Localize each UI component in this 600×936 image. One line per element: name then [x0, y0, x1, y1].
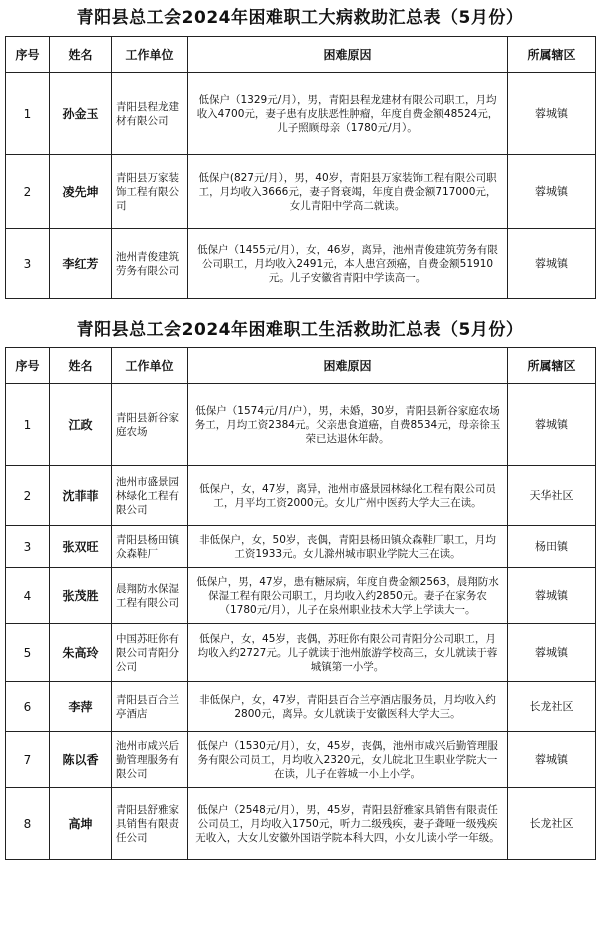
living-assistance-table	[5, 347, 596, 860]
row-district: 杨田镇	[508, 526, 596, 568]
row-reason: 低保户，女，45岁，丧偶，苏旺你有限公司青阳分公司职工，月均收入约2727元。儿子就读于池州旅游学校高三，女儿就读于蓉城镇第一小学。	[188, 624, 508, 682]
row-no: 2	[6, 155, 50, 229]
row-unit: 池州市咸兴后勤管理服务有限公司	[112, 732, 188, 788]
row-district: 天华社区	[508, 466, 596, 526]
table-row	[6, 229, 596, 299]
row-district: 长龙社区	[508, 682, 596, 732]
row-district: 蓉城镇	[508, 732, 596, 788]
row-no: 3	[6, 526, 50, 568]
row-name: 张双旺	[50, 526, 112, 568]
header-reason: 困难原因	[188, 348, 508, 384]
row-no: 8	[6, 788, 50, 860]
row-district: 蓉城镇	[508, 229, 596, 299]
table1-title: 青阳县总工会2024年困难职工大病救助汇总表（5月份）	[76, 8, 524, 28]
row-no: 1	[6, 384, 50, 466]
table-row	[6, 732, 596, 788]
table2-title: 青阳县总工会2024年困难职工生活救助汇总表（5月份）	[76, 320, 524, 340]
header-unit: 工作单位	[112, 37, 188, 73]
row-reason: 低保户（1574元/月/户），男，未婚，30岁，青阳县新谷家庭农场务工，月均工资2384元。父亲患食道癌，自费8534元，母亲徐玉荣已达退休年龄。	[188, 384, 508, 466]
row-unit: 青阳县杨田镇众森鞋厂	[112, 526, 188, 568]
row-name: 孙金玉	[50, 73, 112, 155]
row-name: 凌先坤	[50, 155, 112, 229]
header-no: 序号	[6, 37, 50, 73]
header-unit: 工作单位	[112, 348, 188, 384]
row-no: 1	[6, 73, 50, 155]
row-unit: 青阳县万家装饰工程有限公司	[112, 155, 188, 229]
row-district: 蓉城镇	[508, 384, 596, 466]
row-name: 沈菲菲	[50, 466, 112, 526]
row-district: 蓉城镇	[508, 73, 596, 155]
critical-illness-table	[5, 36, 596, 299]
row-reason: 低保户(827元/月），男，40岁，青阳县万家装饰工程有限公司职工，月均收入3666元，妻子肾衰竭，年度自费金额717000元，女儿青阳中学高二就读。	[188, 155, 508, 229]
table-row	[6, 526, 596, 568]
header-name: 姓名	[50, 348, 112, 384]
row-name: 张茂胜	[50, 568, 112, 624]
row-name: 陈以香	[50, 732, 112, 788]
table-row	[6, 73, 596, 155]
row-reason: 低保户，男，47岁，患有糖尿病，年度自费金额2563，晨翔防水保湿工程有限公司职工，月均收入约2850元。妻子在家务农（1780元/月），儿子在泉州职业技术大学上学读大一。	[188, 568, 508, 624]
section-gap	[0, 299, 600, 313]
table-row	[6, 682, 596, 732]
row-name: 江政	[50, 384, 112, 466]
header-row	[6, 348, 596, 384]
row-reason: 非低保户，女，47岁，青阳县百合兰亭酒店服务员，月均收入约2800元，离异。女儿就读于安徽医科大学大三。	[188, 682, 508, 732]
row-unit: 晨翔防水保湿工程有限公司	[112, 568, 188, 624]
table-row	[6, 466, 596, 526]
row-name: 高坤	[50, 788, 112, 860]
table-row	[6, 624, 596, 682]
row-unit: 青阳县百合兰亭酒店	[112, 682, 188, 732]
row-district: 蓉城镇	[508, 155, 596, 229]
row-unit: 青阳县新谷家庭农场	[112, 384, 188, 466]
row-unit: 池州青俊建筑劳务有限公司	[112, 229, 188, 299]
row-no: 4	[6, 568, 50, 624]
row-reason: 低保户（1329元/月），男，青阳县程龙建材有限公司职工，月均收入4700元，妻子患有皮肤恶性肿瘤，年度自费金额48524元，儿子照顾母亲（1780元/月）。	[188, 73, 508, 155]
row-unit: 池州市盛景园林绿化工程有限公司	[112, 466, 188, 526]
row-reason: 低保户（1530元/月），女，45岁，丧偶，池州市咸兴后勤管理服务有限公司员工，月均收入2320元，女儿皖北卫生职业学院大一在读，儿子在蓉城一小上小学。	[188, 732, 508, 788]
header-no: 序号	[6, 348, 50, 384]
table-row	[6, 788, 596, 860]
header-reason: 困难原因	[188, 37, 508, 73]
row-reason: 低保户，女，47岁，离异，池州市盛景园林绿化工程有限公司员工，月平均工资2000元。女儿广州中医药大学大三在读。	[188, 466, 508, 526]
row-unit: 青阳县舒雅家具销售有限责任公司	[112, 788, 188, 860]
row-reason: 低保户（1455元/月），女，46岁，离异，池州青俊建筑劳务有限公司职工，月均收入2491元，本人患宫颈癌，自费金额51910元。儿子安徽省青阳中学读高一。	[188, 229, 508, 299]
row-name: 朱高玲	[50, 624, 112, 682]
row-name: 李红芳	[50, 229, 112, 299]
header-district: 所属辖区	[508, 348, 596, 384]
row-reason: 非低保户，女，50岁，丧偶，青阳县杨田镇众森鞋厂职工，月均工资1933元。女儿滁州城市职业学院大三在读。	[188, 526, 508, 568]
row-no: 7	[6, 732, 50, 788]
row-unit: 青阳县程龙建材有限公司	[112, 73, 188, 155]
row-district: 长龙社区	[508, 788, 596, 860]
table-row	[6, 568, 596, 624]
header-name: 姓名	[50, 37, 112, 73]
table-row	[6, 155, 596, 229]
row-district: 蓉城镇	[508, 568, 596, 624]
row-district: 蓉城镇	[508, 624, 596, 682]
row-no: 3	[6, 229, 50, 299]
row-unit: 中国苏旺你有限公司青阳分公司	[112, 624, 188, 682]
row-no: 6	[6, 682, 50, 732]
header-row	[6, 37, 596, 73]
row-no: 2	[6, 466, 50, 526]
header-district: 所属辖区	[508, 37, 596, 73]
row-name: 李萍	[50, 682, 112, 732]
table-row	[6, 384, 596, 466]
row-no: 5	[6, 624, 50, 682]
row-reason: 低保户（2548元/月），男，45岁，青阳县舒雅家具销售有限责任公司员工，月均收入1750元，听力二级残疾，妻子聋哑一级残疾无收入，大女儿安徽外国语学院本科大四，小女儿读小学一年级。	[188, 788, 508, 860]
